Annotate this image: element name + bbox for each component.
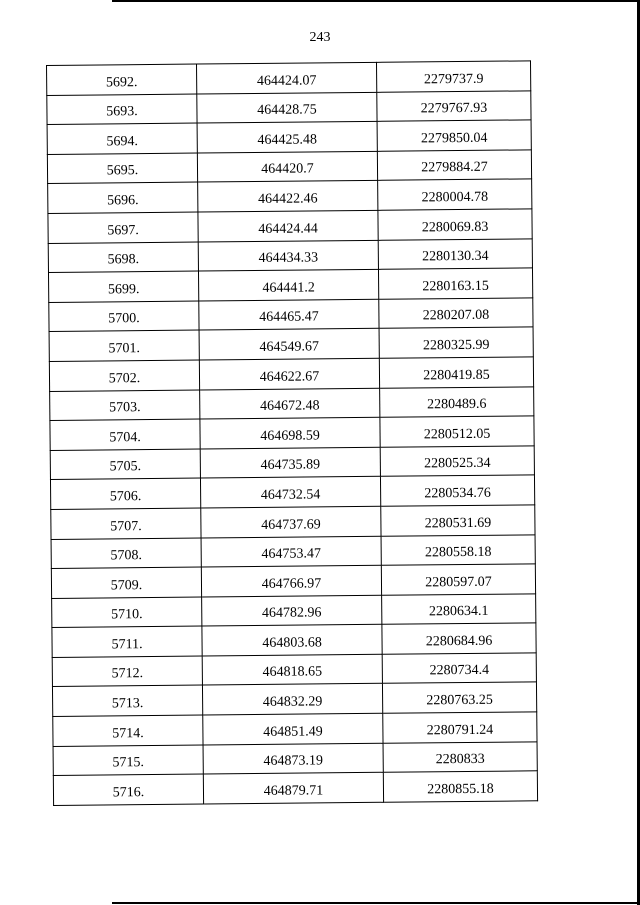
table-row <box>51 505 535 539</box>
table-row <box>52 594 536 628</box>
point-number-cell: 5703. <box>50 390 200 421</box>
y-coordinate-cell: 2280325.99 <box>379 327 533 358</box>
x-coordinate-cell: 464428.75 <box>197 92 377 123</box>
table-row <box>53 771 537 805</box>
y-coordinate-cell: 2279767.93 <box>377 90 531 121</box>
y-coordinate-cell: 2280634.1 <box>382 594 536 625</box>
y-coordinate-cell: 2280069.83 <box>378 209 532 240</box>
point-number-cell: 5709. <box>51 567 201 598</box>
page-number: 243 <box>309 30 331 45</box>
y-coordinate-cell: 2280419.85 <box>379 357 533 388</box>
x-coordinate-cell: 464425.48 <box>197 122 377 153</box>
point-number-cell: 5702. <box>49 360 199 391</box>
table-row <box>50 475 534 509</box>
y-coordinate-cell: 2280833 <box>383 741 537 772</box>
point-number-cell: 5695. <box>47 153 197 184</box>
point-number-cell: 5696. <box>48 182 198 213</box>
point-number-cell: 5705. <box>50 449 200 480</box>
y-coordinate-cell: 2280163.15 <box>378 268 532 299</box>
coordinates-table <box>46 60 538 805</box>
y-coordinate-cell: 2280791.24 <box>383 712 537 743</box>
coordinates-table-body <box>47 61 538 805</box>
table-row <box>47 120 531 154</box>
page-edge-top <box>112 0 640 2</box>
x-coordinate-cell: 464873.19 <box>203 743 383 774</box>
table-row <box>48 209 532 243</box>
x-coordinate-cell: 464672.48 <box>200 388 380 419</box>
table-row <box>48 238 532 272</box>
table-row <box>53 712 537 746</box>
x-coordinate-cell: 464732.54 <box>200 477 380 508</box>
y-coordinate-cell: 2280525.34 <box>380 446 534 477</box>
table-row <box>49 327 533 361</box>
table-row <box>50 446 534 480</box>
point-number-cell: 5706. <box>50 478 200 509</box>
table-row <box>48 268 532 302</box>
y-coordinate-cell: 2280534.76 <box>380 475 534 506</box>
point-number-cell: 5711. <box>52 626 202 657</box>
x-coordinate-cell: 464879.71 <box>203 773 383 804</box>
table-row <box>49 357 533 391</box>
table-row <box>50 386 534 420</box>
x-coordinate-cell: 464832.29 <box>202 684 382 715</box>
y-coordinate-cell: 2280558.18 <box>381 534 535 565</box>
point-number-cell: 5698. <box>48 242 198 273</box>
y-coordinate-cell: 2280489.6 <box>380 386 534 417</box>
point-number-cell: 5714. <box>53 715 203 746</box>
point-number-cell: 5692. <box>47 64 197 95</box>
y-coordinate-cell: 2280734.4 <box>382 653 536 684</box>
x-coordinate-cell: 464735.89 <box>200 447 380 478</box>
x-coordinate-cell: 464753.47 <box>201 536 381 567</box>
y-coordinate-cell: 2280004.78 <box>378 179 532 210</box>
point-number-cell: 5708. <box>51 538 201 569</box>
x-coordinate-cell: 464782.96 <box>202 595 382 626</box>
point-number-cell: 5697. <box>48 212 198 243</box>
x-coordinate-cell: 464766.97 <box>201 565 381 596</box>
point-number-cell: 5713. <box>52 685 202 716</box>
x-coordinate-cell: 464737.69 <box>201 506 381 537</box>
x-coordinate-cell: 464622.67 <box>199 358 379 389</box>
x-coordinate-cell: 464441.2 <box>198 269 378 300</box>
y-coordinate-cell: 2280512.05 <box>380 416 534 447</box>
x-coordinate-cell: 464434.33 <box>198 240 378 271</box>
point-number-cell: 5704. <box>50 419 200 450</box>
table-row <box>52 682 536 716</box>
x-coordinate-cell: 464803.68 <box>202 625 382 656</box>
table-row <box>51 534 535 568</box>
y-coordinate-cell: 2280763.25 <box>382 682 536 713</box>
y-coordinate-cell: 2280597.07 <box>381 564 535 595</box>
table-row <box>47 90 531 124</box>
x-coordinate-cell: 464851.49 <box>203 713 383 744</box>
table-row <box>51 564 535 598</box>
table-row <box>52 653 536 687</box>
point-number-cell: 5693. <box>47 94 197 125</box>
y-coordinate-cell: 2280855.18 <box>383 771 537 802</box>
x-coordinate-cell: 464549.67 <box>199 329 379 360</box>
x-coordinate-cell: 464422.46 <box>198 181 378 212</box>
table-row <box>47 150 531 184</box>
y-coordinate-cell: 2279884.27 <box>377 150 531 181</box>
table-row <box>48 179 532 213</box>
x-coordinate-cell: 464424.44 <box>198 210 378 241</box>
table-row <box>52 623 536 657</box>
x-coordinate-cell: 464465.47 <box>199 299 379 330</box>
table-row <box>49 298 533 332</box>
x-coordinate-cell: 464698.59 <box>200 417 380 448</box>
table-row <box>53 741 537 775</box>
point-number-cell: 5712. <box>52 656 202 687</box>
point-number-cell: 5700. <box>49 301 199 332</box>
y-coordinate-cell: 2279850.04 <box>377 120 531 151</box>
point-number-cell: 5694. <box>47 123 197 154</box>
x-coordinate-cell: 464420.7 <box>197 151 377 182</box>
page-edge-bottom <box>112 902 640 904</box>
point-number-cell: 5715. <box>53 745 203 776</box>
y-coordinate-cell: 2280130.34 <box>378 238 532 269</box>
point-number-cell: 5710. <box>52 597 202 628</box>
table-row <box>50 416 534 450</box>
point-number-cell: 5707. <box>51 508 201 539</box>
y-coordinate-cell: 2280531.69 <box>381 505 535 536</box>
point-number-cell: 5699. <box>48 271 198 302</box>
y-coordinate-cell: 2280207.08 <box>379 298 533 329</box>
x-coordinate-cell: 464424.07 <box>196 62 376 93</box>
point-number-cell: 5716. <box>53 774 203 805</box>
table-row <box>47 61 531 95</box>
y-coordinate-cell: 2280684.96 <box>382 623 536 654</box>
x-coordinate-cell: 464818.65 <box>202 654 382 685</box>
y-coordinate-cell: 2279737.9 <box>376 61 530 92</box>
point-number-cell: 5701. <box>49 330 199 361</box>
